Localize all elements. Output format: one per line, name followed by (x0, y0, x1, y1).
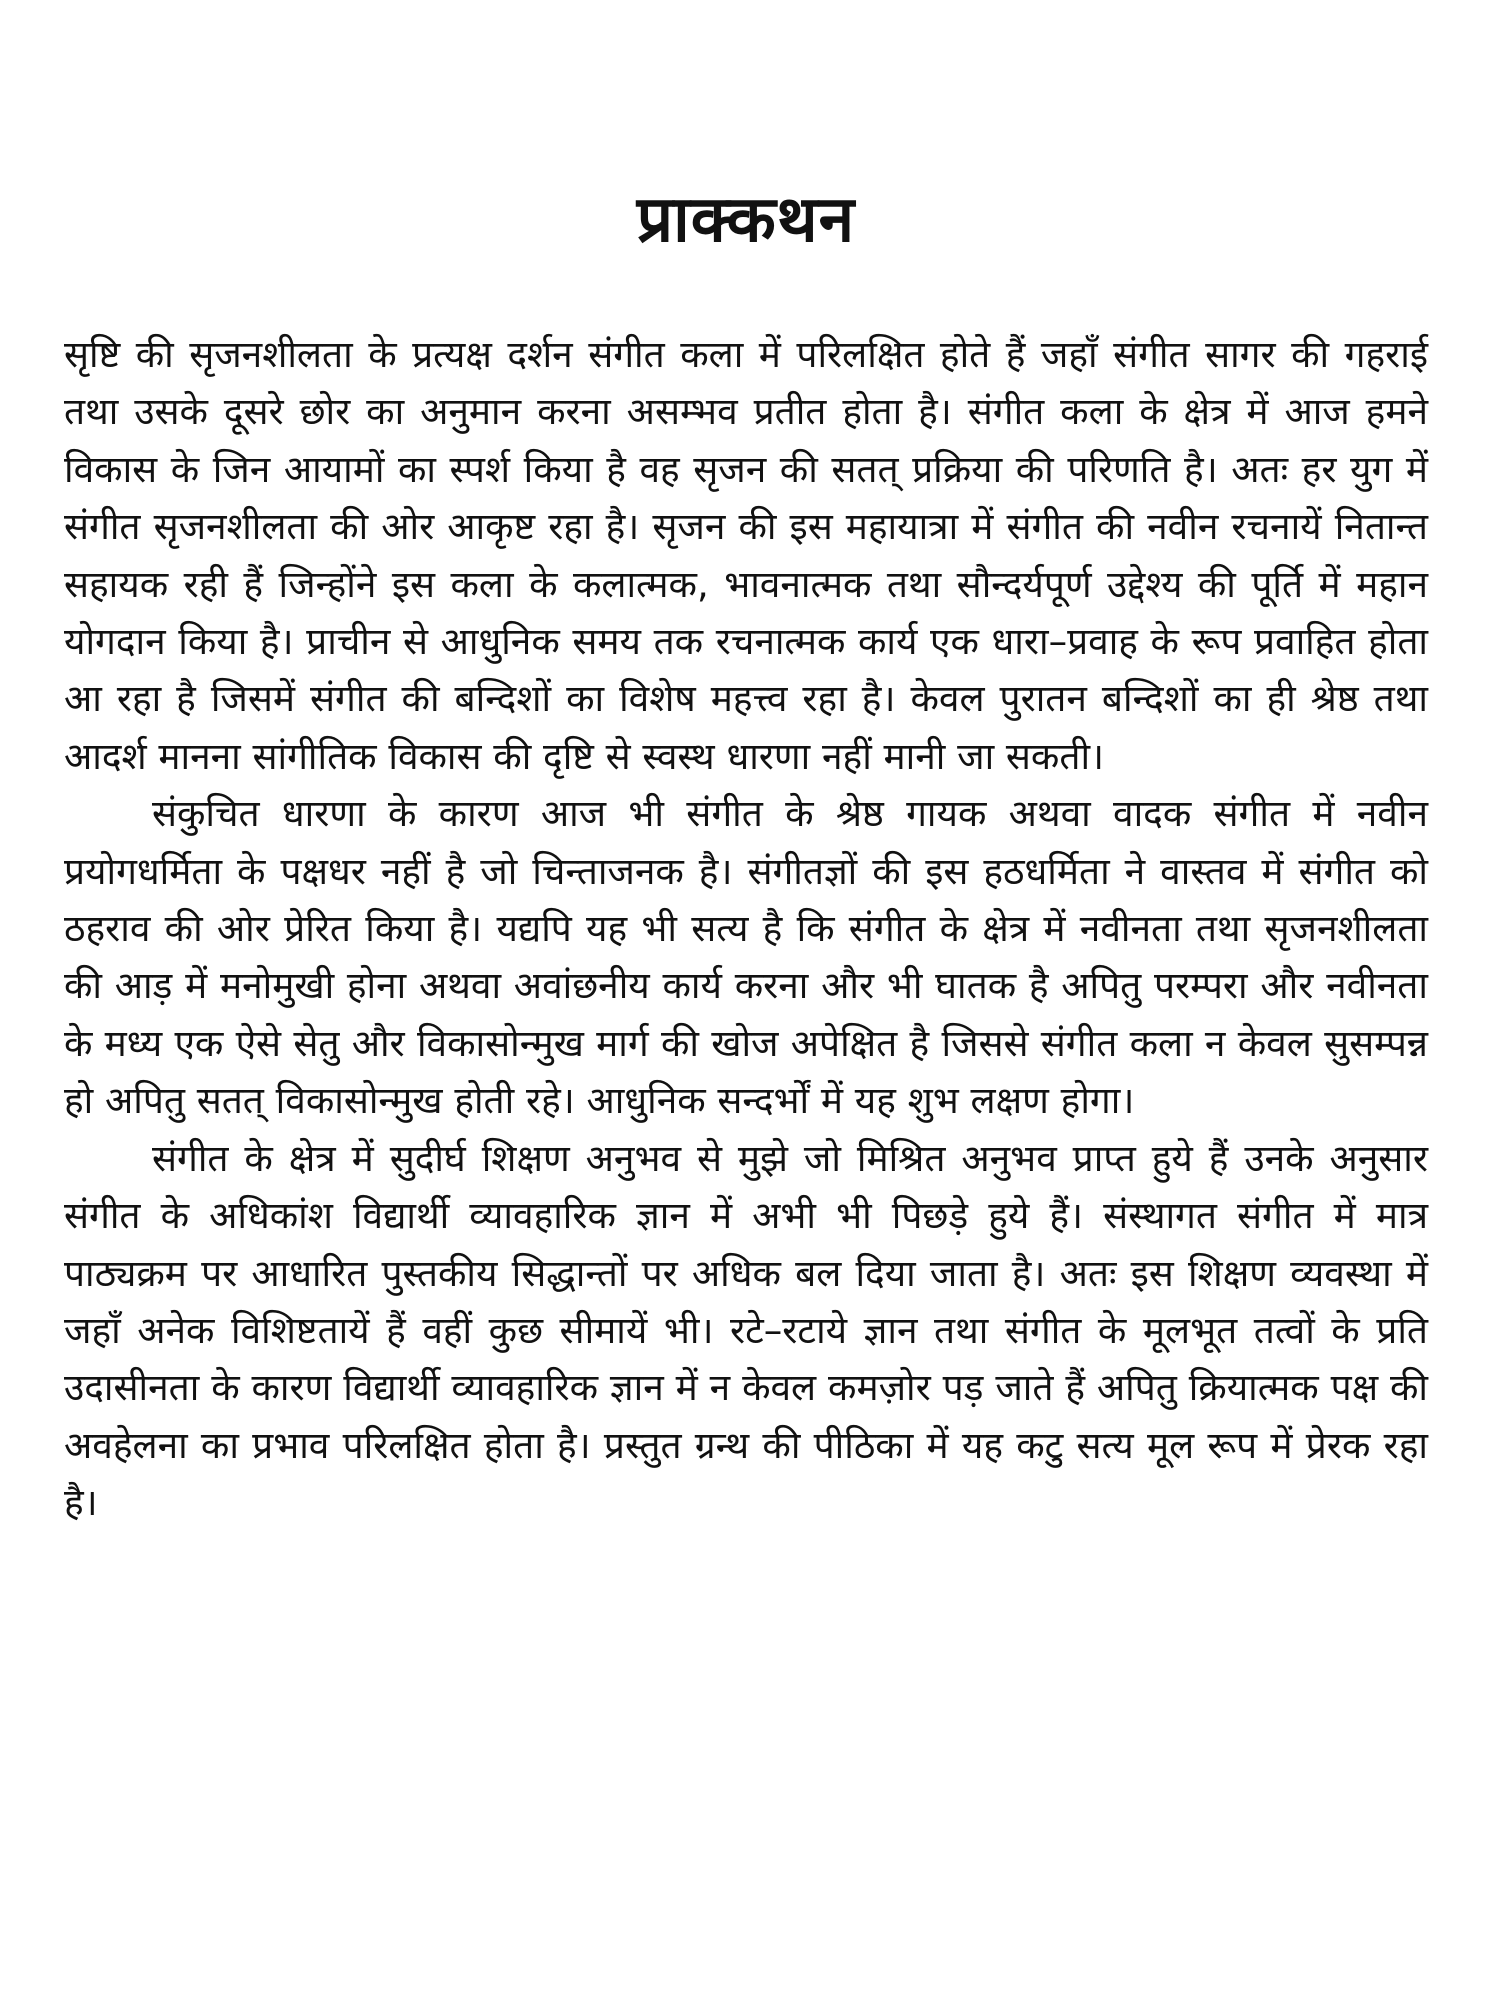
paragraph-3: संगीत के क्षेत्र में सुदीर्घ शिक्षण अनुभव से मुझे जो मिश्रित अनुभव प्राप्त हुये हैं उनके अनुसार संगीत के अधिकांश विद्यार्थी व्यावहारिक ज्ञान में अभी भी पिछड़े हुये हैं। संस्थागत संगीत में मात्र पाठ्यक्रम पर आधारित पुस्तकीय सिद्धान्तों पर अधिक बल दिया जाता है। अतः इस शिक्षण व्यवस्था में जहाँ अनेक विशिष्टतायें हैं वहीं कुछ सीमायें भी। रटे–रटाये ज्ञान तथा संगीत के मूलभूत तत्वों के प्रति उदासीनता के कारण विद्यार्थी व्यावहारिक ज्ञान में न केवल कमज़ोर पड़ जाते हैं अपितु क्रियात्मक पक्ष की अवहेलना का प्रभाव परिलक्षित होता है। प्रस्तुत ग्रन्थ की पीठिका में यह कटु सत्य मूल रूप में प्रेरक रहा है। (64, 1136, 1428, 1525)
paragraph-1: सृष्टि की सृजनशीलता के प्रत्यक्ष दर्शन संगीत कला में परिलक्षित होते हैं जहाँ संगीत सागर की गहराई तथा उसके दूसरे छोर का अनुमान करना असम्भव प्रतीत होता है। संगीत कला के क्षेत्र में आज हमने विकास के जिन आयामों का स्पर्श किया है वह सृजन की सतत् प्रक्रिया की परिणति है। अतः हर युग में संगीत सृजनशीलता की ओर आकृष्ट रहा है। सृजन की इस महायात्रा में संगीत की नवीन रचनायें नितान्त सहायक रही हैं जिन्होंने इस कला के कलात्मक, भावनात्मक तथा सौन्दर्यपूर्ण उद्देश्य की पूर्ति में महान योगदान किया है। प्राचीन से आधुनिक समय तक रचनात्मक कार्य एक धारा–प्रवाह के रूप प्रवाहित होता आ रहा है जिसमें संगीत की बन्दिशों का विशेष महत्त्व रहा है। केवल पुरातन बन्दिशों का ही श्रेष्ठ तथा आदर्श मानना सांगीतिक विकास की दृष्टि से स्वस्थ धारणा नहीं मानी जा सकती। (64, 333, 1428, 778)
paragraph-2: संकुचित धारणा के कारण आज भी संगीत के श्रेष्ठ गायक अथवा वादक संगीत में नवीन प्रयोगधर्मिता के पक्षधर नहीं है जो चिन्ताजनक है। संगीतज्ञों की इस हठधर्मिता ने वास्तव में संगीत को ठहराव की ओर प्रेरित किया है। यद्यपि यह भी सत्य है कि संगीत के क्षेत्र में नवीनता तथा सृजनशीलता की आड़ में मनोमुखी होना अथवा अवांछनीय कार्य करना और भी घातक है अपितु परम्परा और नवीनता के मध्य एक ऐसे सेतु और विकासोन्मुख मार्ग की खोज अपेक्षित है जिससे संगीत कला न केवल सुसम्पन्न हो अपितु सतत् विकासोन्मुख होती रहे। आधुनिक सन्दर्भों में यह शुभ लक्षण होगा। (64, 792, 1428, 1123)
page-title: प्राक्कथन (636, 183, 856, 257)
document-body (64, 326, 1428, 1532)
